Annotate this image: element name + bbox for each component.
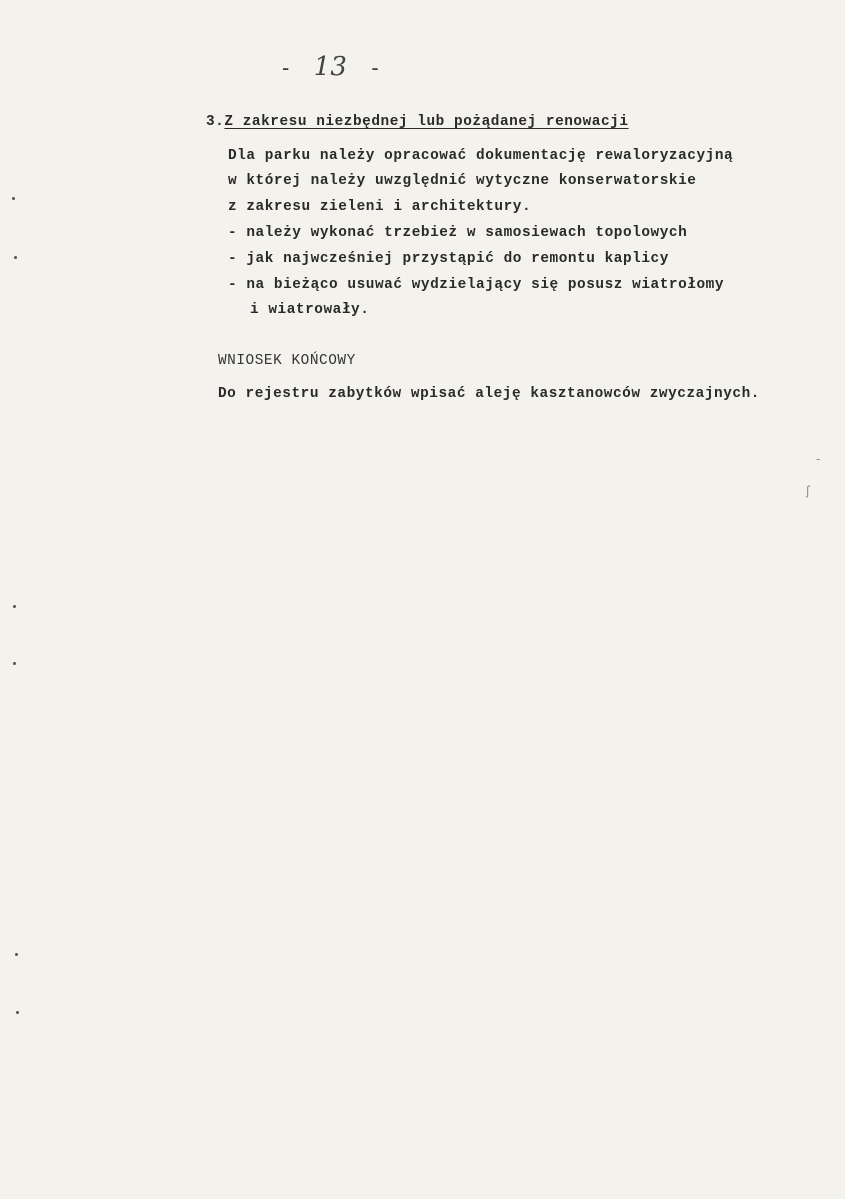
binding-hole-mark (13, 605, 16, 608)
binding-hole-mark (12, 197, 15, 200)
bullet-line: - na bieżąco usuwać wydzielający się posusz wiatrołomy (228, 277, 725, 293)
page-number-dash-left: - (282, 55, 290, 80)
section-line: Dla parku należy opracować dokumentację rewaloryzacyjną (228, 148, 734, 164)
paper-smudge: ʃ (806, 484, 811, 498)
section-heading-number: 3. (206, 114, 225, 130)
section-line: w której należy uwzględnić wytyczne konserwatorskie (228, 173, 697, 189)
binding-hole-mark (13, 662, 16, 665)
bullet-line: - jak najwcześniej przystąpić do remontu kaplicy (228, 251, 669, 267)
bullet-line: - należy wykonać trzebież w samosiewach topolowych (228, 225, 688, 241)
binding-hole-mark (16, 1011, 19, 1014)
binding-hole-mark (14, 256, 17, 259)
paper-smudge: - (816, 452, 821, 466)
page-number-dash-right: - (371, 55, 379, 80)
bullet-line-continuation: i wiatrowały. (250, 302, 370, 318)
section-line: z zakresu zieleni i architektury. (228, 199, 532, 215)
page-number (282, 52, 379, 82)
binding-hole-mark (15, 953, 18, 956)
conclusion-text: Do rejestru zabytków wpisać aleję kasztanowców zwyczajnych. (218, 386, 760, 402)
section-heading (206, 114, 629, 130)
conclusion-title: WNIOSEK KOŃCOWY (218, 353, 356, 369)
page-number-value: 13 (313, 52, 347, 82)
section-heading-text: Z zakresu niezbędnej lub pożądanej renowacji (224, 114, 629, 130)
